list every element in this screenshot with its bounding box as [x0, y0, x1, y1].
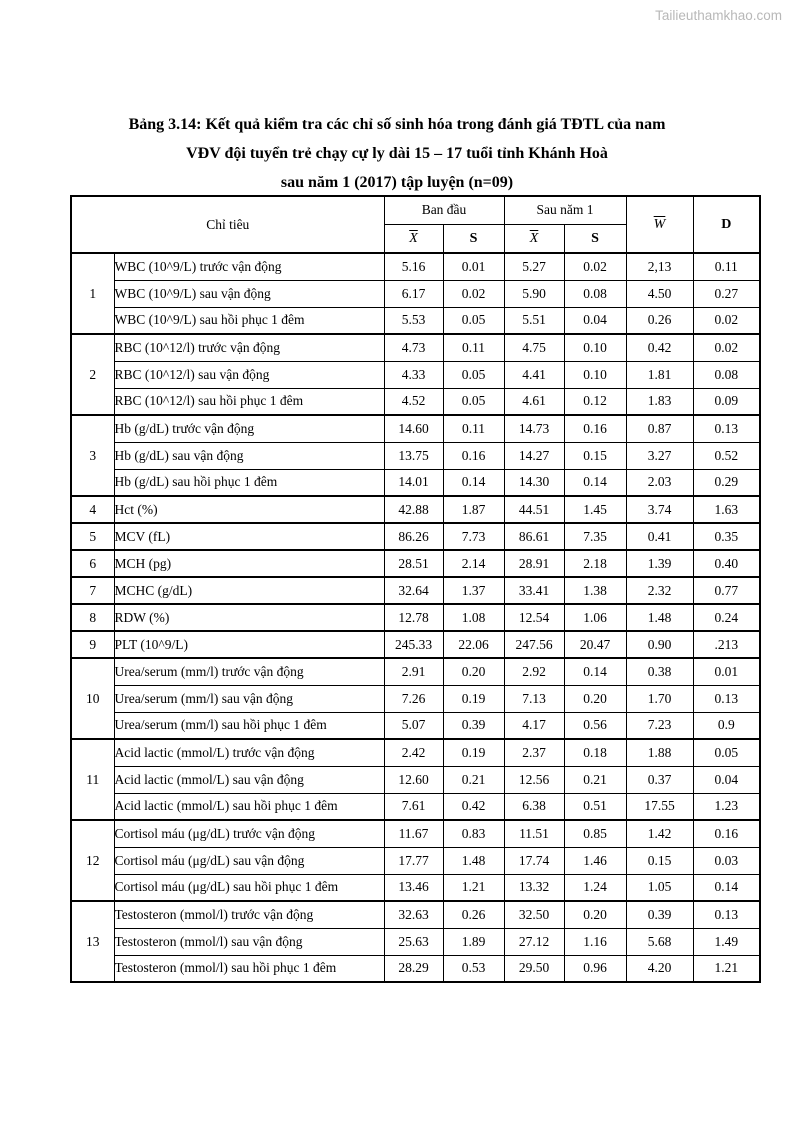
title-line-2: VĐV đội tuyển trẻ chạy cự ly dài 15 – 17 tuổi tỉnh Khánh Hoà [186, 145, 608, 162]
value-cell: 6.17 [384, 280, 443, 307]
group-number: 1 [71, 253, 114, 334]
value-cell: 0.77 [693, 577, 760, 604]
table-title [40, 110, 754, 197]
value-cell: 247.56 [504, 631, 564, 658]
biochem-results-table [70, 195, 761, 983]
criteria-label: Urea/serum (mm/l) sau vận động [114, 685, 384, 712]
table-row [71, 874, 760, 901]
value-cell: 5.68 [626, 928, 693, 955]
value-cell: 5.90 [504, 280, 564, 307]
value-cell: 7.23 [626, 712, 693, 739]
value-cell: 0.14 [564, 469, 626, 496]
value-cell: 0.10 [564, 361, 626, 388]
value-cell: 2.91 [384, 658, 443, 685]
value-cell: 4.73 [384, 334, 443, 361]
value-cell: 0.38 [626, 658, 693, 685]
value-cell: 1.63 [693, 496, 760, 523]
mean-header-after [504, 224, 564, 253]
value-cell: 17.55 [626, 793, 693, 820]
value-cell: 1.08 [443, 604, 504, 631]
value-cell: 2.14 [443, 550, 504, 577]
value-cell: 5.16 [384, 253, 443, 280]
value-cell: 28.51 [384, 550, 443, 577]
value-cell: 1.39 [626, 550, 693, 577]
value-cell: 0.83 [443, 820, 504, 847]
value-cell: 0.16 [564, 415, 626, 442]
value-cell: 4.20 [626, 955, 693, 982]
value-cell: 4.17 [504, 712, 564, 739]
group-number: 4 [71, 496, 114, 523]
value-cell: 5.53 [384, 307, 443, 334]
table-row [71, 631, 760, 658]
value-cell: 1.45 [564, 496, 626, 523]
value-cell: 4.52 [384, 388, 443, 415]
criteria-label: Hb (g/dL) sau vận động [114, 442, 384, 469]
table-body [71, 253, 760, 982]
value-cell: 14.60 [384, 415, 443, 442]
value-cell: 2.92 [504, 658, 564, 685]
w-bar-symbol: $\overline{W}$ [653, 217, 666, 232]
s-symbol: S [591, 230, 599, 246]
value-cell: 1.48 [626, 604, 693, 631]
value-cell: 0.05 [693, 739, 760, 766]
group-number: 10 [71, 658, 114, 739]
value-cell: 1.23 [693, 793, 760, 820]
value-cell: 245.33 [384, 631, 443, 658]
value-cell: 0.29 [693, 469, 760, 496]
table-row [71, 604, 760, 631]
value-cell: 0.42 [626, 334, 693, 361]
value-cell: 0.85 [564, 820, 626, 847]
criteria-label: Urea/serum (mm/l) trước vận động [114, 658, 384, 685]
value-cell: 44.51 [504, 496, 564, 523]
value-cell: 0.16 [443, 442, 504, 469]
table-row [71, 685, 760, 712]
value-cell: 29.50 [504, 955, 564, 982]
x-bar-symbol: $\overline{X}$ [529, 230, 539, 246]
s-symbol: S [469, 230, 478, 246]
table-header [71, 196, 760, 253]
value-cell: 0.01 [693, 658, 760, 685]
value-cell: 13.32 [504, 874, 564, 901]
value-cell: 1.46 [564, 847, 626, 874]
table-row [71, 496, 760, 523]
value-cell: 12.60 [384, 766, 443, 793]
value-cell: 1.70 [626, 685, 693, 712]
group-number: 3 [71, 415, 114, 496]
value-cell: 4.41 [504, 361, 564, 388]
value-cell: 27.12 [504, 928, 564, 955]
w-header [626, 196, 693, 253]
value-cell: 2,13 [626, 253, 693, 280]
value-cell: 3.27 [626, 442, 693, 469]
value-cell: 32.63 [384, 901, 443, 928]
value-cell: 0.10 [564, 334, 626, 361]
value-cell: 0.13 [693, 415, 760, 442]
value-cell: 6.38 [504, 793, 564, 820]
value-cell: 5.51 [504, 307, 564, 334]
criteria-label: Urea/serum (mm/l) sau hồi phục 1 đêm [114, 712, 384, 739]
criteria-label: RBC (10^12/l) sau vận động [114, 361, 384, 388]
value-cell: 1.21 [443, 874, 504, 901]
criteria-label: MCV (fL) [114, 523, 384, 550]
criteria-label: Cortisol máu (μg/dL) sau vận động [114, 847, 384, 874]
value-cell: 0.41 [626, 523, 693, 550]
value-cell: 28.91 [504, 550, 564, 577]
value-cell: 0.02 [693, 334, 760, 361]
group-number: 11 [71, 739, 114, 820]
criteria-label: MCHC (g/dL) [114, 577, 384, 604]
table-row [71, 280, 760, 307]
criteria-header: Chỉ tiêu [71, 196, 384, 253]
criteria-label: Cortisol máu (μg/dL) sau hồi phục 1 đêm [114, 874, 384, 901]
value-cell: 0.13 [693, 901, 760, 928]
value-cell: 0.02 [564, 253, 626, 280]
value-cell: 0.04 [693, 766, 760, 793]
d-symbol: D [721, 217, 732, 232]
group-number: 13 [71, 901, 114, 982]
value-cell: 0.19 [443, 739, 504, 766]
value-cell: 12.54 [504, 604, 564, 631]
value-cell: 2.32 [626, 577, 693, 604]
value-cell: 12.78 [384, 604, 443, 631]
value-cell: 28.29 [384, 955, 443, 982]
value-cell: 7.13 [504, 685, 564, 712]
value-cell: 0.11 [443, 334, 504, 361]
value-cell: 0.02 [443, 280, 504, 307]
criteria-label: Acid lactic (mmol/L) trước vận động [114, 739, 384, 766]
value-cell: 2.37 [504, 739, 564, 766]
criteria-label: Acid lactic (mmol/L) sau vận động [114, 766, 384, 793]
value-cell: 4.33 [384, 361, 443, 388]
value-cell: 0.40 [693, 550, 760, 577]
value-cell: 1.87 [443, 496, 504, 523]
value-cell: 2.18 [564, 550, 626, 577]
group-number: 9 [71, 631, 114, 658]
table-row [71, 712, 760, 739]
value-cell: 1.05 [626, 874, 693, 901]
criteria-label: MCH (pg) [114, 550, 384, 577]
value-cell: 20.47 [564, 631, 626, 658]
mean-header-initial [384, 224, 443, 253]
watermark-text: Tailieuthamkhao.com [655, 8, 782, 23]
value-cell: 0.24 [693, 604, 760, 631]
table-row [71, 415, 760, 442]
table-row [71, 469, 760, 496]
table-row [71, 550, 760, 577]
value-cell: 32.64 [384, 577, 443, 604]
table-row [71, 658, 760, 685]
table-row [71, 901, 760, 928]
table-row [71, 253, 760, 280]
table-row [71, 793, 760, 820]
group-number: 8 [71, 604, 114, 631]
initial-group-header: Ban đầu [384, 196, 504, 224]
value-cell: 0.04 [564, 307, 626, 334]
value-cell: 0.14 [564, 658, 626, 685]
value-cell: 14.30 [504, 469, 564, 496]
criteria-label: WBC (10^9/L) sau hồi phục 1 đêm [114, 307, 384, 334]
value-cell: 13.75 [384, 442, 443, 469]
value-cell: 1.06 [564, 604, 626, 631]
table-row [71, 820, 760, 847]
value-cell: 0.9 [693, 712, 760, 739]
value-cell: 0.11 [693, 253, 760, 280]
value-cell: 0.08 [564, 280, 626, 307]
value-cell: 1.37 [443, 577, 504, 604]
value-cell: 1.38 [564, 577, 626, 604]
value-cell: 86.26 [384, 523, 443, 550]
criteria-label: Testosteron (mmol/l) trước vận động [114, 901, 384, 928]
table-row [71, 361, 760, 388]
sd-header-after [564, 224, 626, 253]
table-row [71, 847, 760, 874]
table-row [71, 442, 760, 469]
value-cell: 11.51 [504, 820, 564, 847]
value-cell: 1.89 [443, 928, 504, 955]
value-cell: 0.01 [443, 253, 504, 280]
value-cell: 11.67 [384, 820, 443, 847]
value-cell: 1.42 [626, 820, 693, 847]
table-row [71, 523, 760, 550]
value-cell: 0.14 [443, 469, 504, 496]
value-cell: 17.77 [384, 847, 443, 874]
value-cell: 0.52 [693, 442, 760, 469]
value-cell: 0.96 [564, 955, 626, 982]
value-cell: 0.05 [443, 307, 504, 334]
criteria-label: Hb (g/dL) trước vận động [114, 415, 384, 442]
table-row [71, 334, 760, 361]
value-cell: 1.48 [443, 847, 504, 874]
value-cell: 0.16 [693, 820, 760, 847]
value-cell: 0.90 [626, 631, 693, 658]
criteria-label: Testosteron (mmol/l) sau hồi phục 1 đêm [114, 955, 384, 982]
criteria-label: WBC (10^9/L) sau vận động [114, 280, 384, 307]
value-cell: 2.42 [384, 739, 443, 766]
table-row [71, 766, 760, 793]
value-cell: 0.26 [443, 901, 504, 928]
value-cell: 0.20 [564, 685, 626, 712]
value-cell: 0.11 [443, 415, 504, 442]
value-cell: 0.13 [693, 685, 760, 712]
value-cell: 0.03 [693, 847, 760, 874]
value-cell: 5.27 [504, 253, 564, 280]
value-cell: 4.50 [626, 280, 693, 307]
value-cell: 0.18 [564, 739, 626, 766]
value-cell: 0.39 [443, 712, 504, 739]
value-cell: 1.81 [626, 361, 693, 388]
group-number: 6 [71, 550, 114, 577]
value-cell: 3.74 [626, 496, 693, 523]
value-cell: 0.21 [564, 766, 626, 793]
value-cell: 0.05 [443, 388, 504, 415]
value-cell: 0.87 [626, 415, 693, 442]
criteria-label: PLT (10^9/L) [114, 631, 384, 658]
value-cell: 1.24 [564, 874, 626, 901]
value-cell: 1.16 [564, 928, 626, 955]
value-cell: 42.88 [384, 496, 443, 523]
value-cell: 0.37 [626, 766, 693, 793]
value-cell: 0.39 [626, 901, 693, 928]
criteria-label: RDW (%) [114, 604, 384, 631]
d-header [693, 196, 760, 253]
table-row [71, 577, 760, 604]
value-cell: 13.46 [384, 874, 443, 901]
value-cell: 14.01 [384, 469, 443, 496]
value-cell: 1.21 [693, 955, 760, 982]
criteria-label: Testosteron (mmol/l) sau vận động [114, 928, 384, 955]
sd-header-initial [443, 224, 504, 253]
header-row-top [71, 196, 760, 224]
value-cell: 0.42 [443, 793, 504, 820]
criteria-label: RBC (10^12/l) sau hồi phục 1 đêm [114, 388, 384, 415]
value-cell: 0.12 [564, 388, 626, 415]
value-cell: 0.26 [626, 307, 693, 334]
title-line-3: sau năm 1 (2017) tập luyện (n=09) [280, 174, 514, 191]
value-cell: 4.61 [504, 388, 564, 415]
value-cell: 4.75 [504, 334, 564, 361]
value-cell: 2.03 [626, 469, 693, 496]
value-cell: 7.73 [443, 523, 504, 550]
value-cell: 0.05 [443, 361, 504, 388]
value-cell: 0.15 [626, 847, 693, 874]
value-cell: 0.21 [443, 766, 504, 793]
value-cell: 7.35 [564, 523, 626, 550]
value-cell: .213 [693, 631, 760, 658]
after-year1-group-header: Sau năm 1 [504, 196, 626, 224]
value-cell: 86.61 [504, 523, 564, 550]
value-cell: 0.35 [693, 523, 760, 550]
criteria-label: Hct (%) [114, 496, 384, 523]
value-cell: 12.56 [504, 766, 564, 793]
group-number: 2 [71, 334, 114, 415]
value-cell: 7.61 [384, 793, 443, 820]
title-line-1: Bảng 3.14: Kết quả kiểm tra các chỉ số sinh hóa trong đánh giá TĐTL của nam [128, 116, 666, 133]
criteria-label: RBC (10^12/l) trước vận động [114, 334, 384, 361]
value-cell: 22.06 [443, 631, 504, 658]
value-cell: 0.51 [564, 793, 626, 820]
value-cell: 14.73 [504, 415, 564, 442]
value-cell: 1.88 [626, 739, 693, 766]
value-cell: 1.49 [693, 928, 760, 955]
value-cell: 0.15 [564, 442, 626, 469]
group-number: 7 [71, 577, 114, 604]
criteria-label: Acid lactic (mmol/L) sau hồi phục 1 đêm [114, 793, 384, 820]
value-cell: 0.27 [693, 280, 760, 307]
group-number: 5 [71, 523, 114, 550]
value-cell: 0.20 [443, 658, 504, 685]
value-cell: 32.50 [504, 901, 564, 928]
group-number: 12 [71, 820, 114, 901]
value-cell: 17.74 [504, 847, 564, 874]
table-row [71, 739, 760, 766]
table-row [71, 955, 760, 982]
table-row [71, 388, 760, 415]
value-cell: 0.08 [693, 361, 760, 388]
x-bar-symbol: $\overline{X}$ [409, 230, 418, 246]
criteria-label: WBC (10^9/L) trước vận động [114, 253, 384, 280]
table-row [71, 928, 760, 955]
value-cell: 33.41 [504, 577, 564, 604]
value-cell: 14.27 [504, 442, 564, 469]
value-cell: 0.20 [564, 901, 626, 928]
value-cell: 5.07 [384, 712, 443, 739]
value-cell: 7.26 [384, 685, 443, 712]
value-cell: 1.83 [626, 388, 693, 415]
value-cell: 0.09 [693, 388, 760, 415]
value-cell: 0.53 [443, 955, 504, 982]
value-cell: 0.02 [693, 307, 760, 334]
value-cell: 0.56 [564, 712, 626, 739]
value-cell: 0.14 [693, 874, 760, 901]
table-row [71, 307, 760, 334]
value-cell: 25.63 [384, 928, 443, 955]
criteria-label: Cortisol máu (μg/dL) trước vận động [114, 820, 384, 847]
criteria-label: Hb (g/dL) sau hồi phục 1 đêm [114, 469, 384, 496]
value-cell: 0.19 [443, 685, 504, 712]
